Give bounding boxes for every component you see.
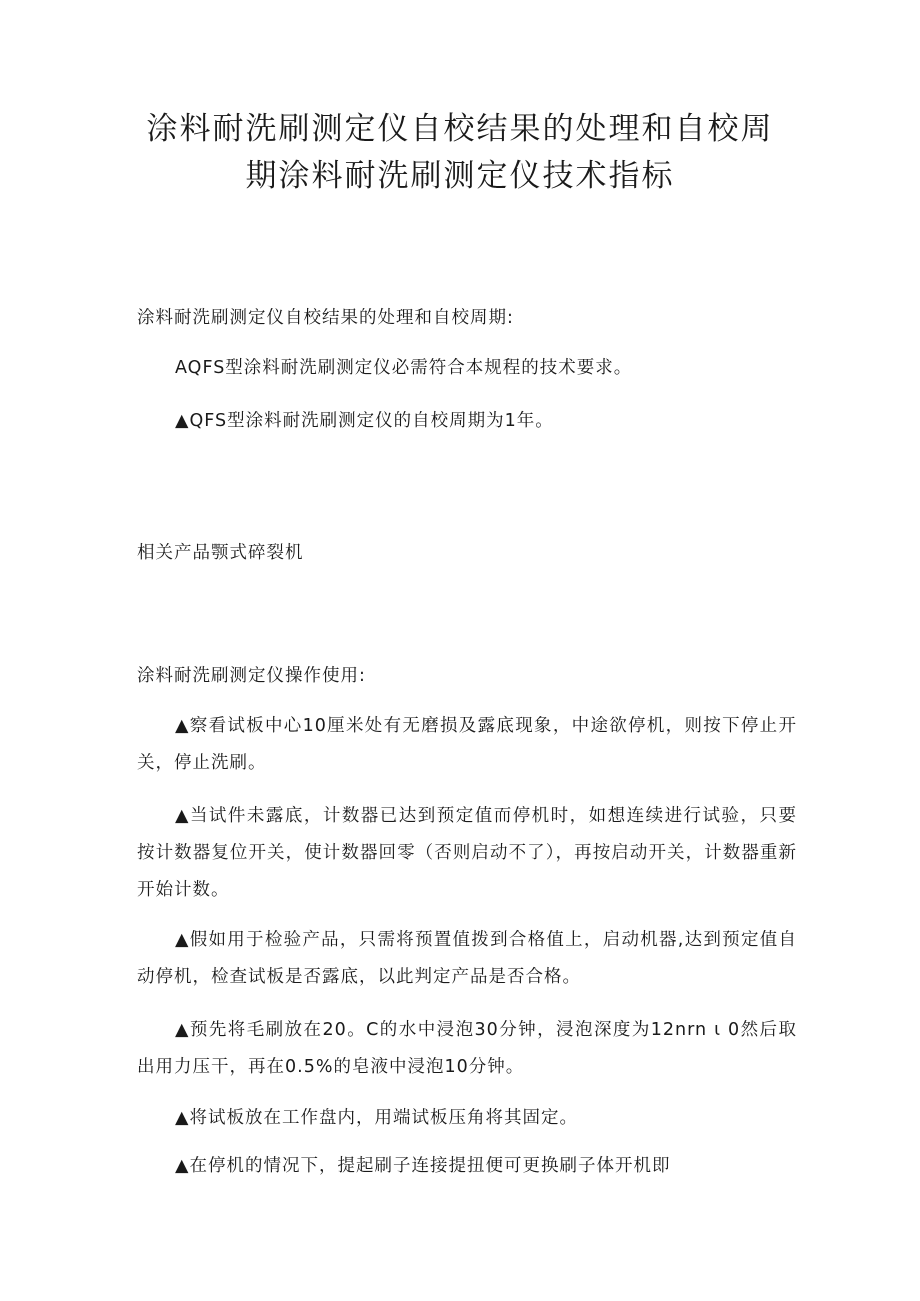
section-heading-operation: 涂料耐洗刷测定仪操作使用: [137,666,366,686]
title-line-2: 期涂料耐洗刷测定仪技术指标 [245,158,675,194]
title-line-1: 涂料耐洗刷测定仪自校结果的处理和自校周 [146,111,774,147]
paragraph-operation-5: ▲将试板放在工作盘内，用端试板压角将其固定。 [175,1108,578,1128]
paragraph-operation-3: ▲假如用于检验产品，只需将预置值拨到合格值上，启动机器,达到预定值自动停机，检查试板是否露底，以此判定产品是否合格。 [137,930,797,987]
paragraph-operation-1: ▲察看试板中心10厘米处有无磨损及露底现象，中途欲停机，则按下停止开关，停止洗刷。 [137,716,797,773]
related-product-text: 相关产品颚式碎裂机 [137,543,304,563]
paragraph-technical-requirement: AQFS型涂料耐洗刷测定仪必需符合本规程的技术要求。 [175,358,633,378]
page-title [120,106,800,200]
paragraph-operation-2: ▲当试件未露底，计数器已达到预定值而停机时，如想连续进行试验，只要按计数器复位开关，使计数器回零（否则启动不了），再按启动开关，计数器重新开始计数。 [137,806,797,900]
section-heading-self-calibration: 涂料耐洗刷测定仪自校结果的处理和自校周期: [137,308,514,328]
paragraph-operation-4: ▲预先将毛刷放在20。C的水中浸泡30分钟，浸泡深度为12nrn ι 0然后取出用力压干，再在0.5%的皂液中浸泡10分钟。 [137,1020,797,1077]
paragraph-calibration-period: ▲QFS型涂料耐洗刷测定仪的自校周期为1年。 [175,411,554,431]
paragraph-operation-6: ▲在停机的情况下，提起刷子连接提扭便可更换刷子体开机即 [175,1156,671,1176]
